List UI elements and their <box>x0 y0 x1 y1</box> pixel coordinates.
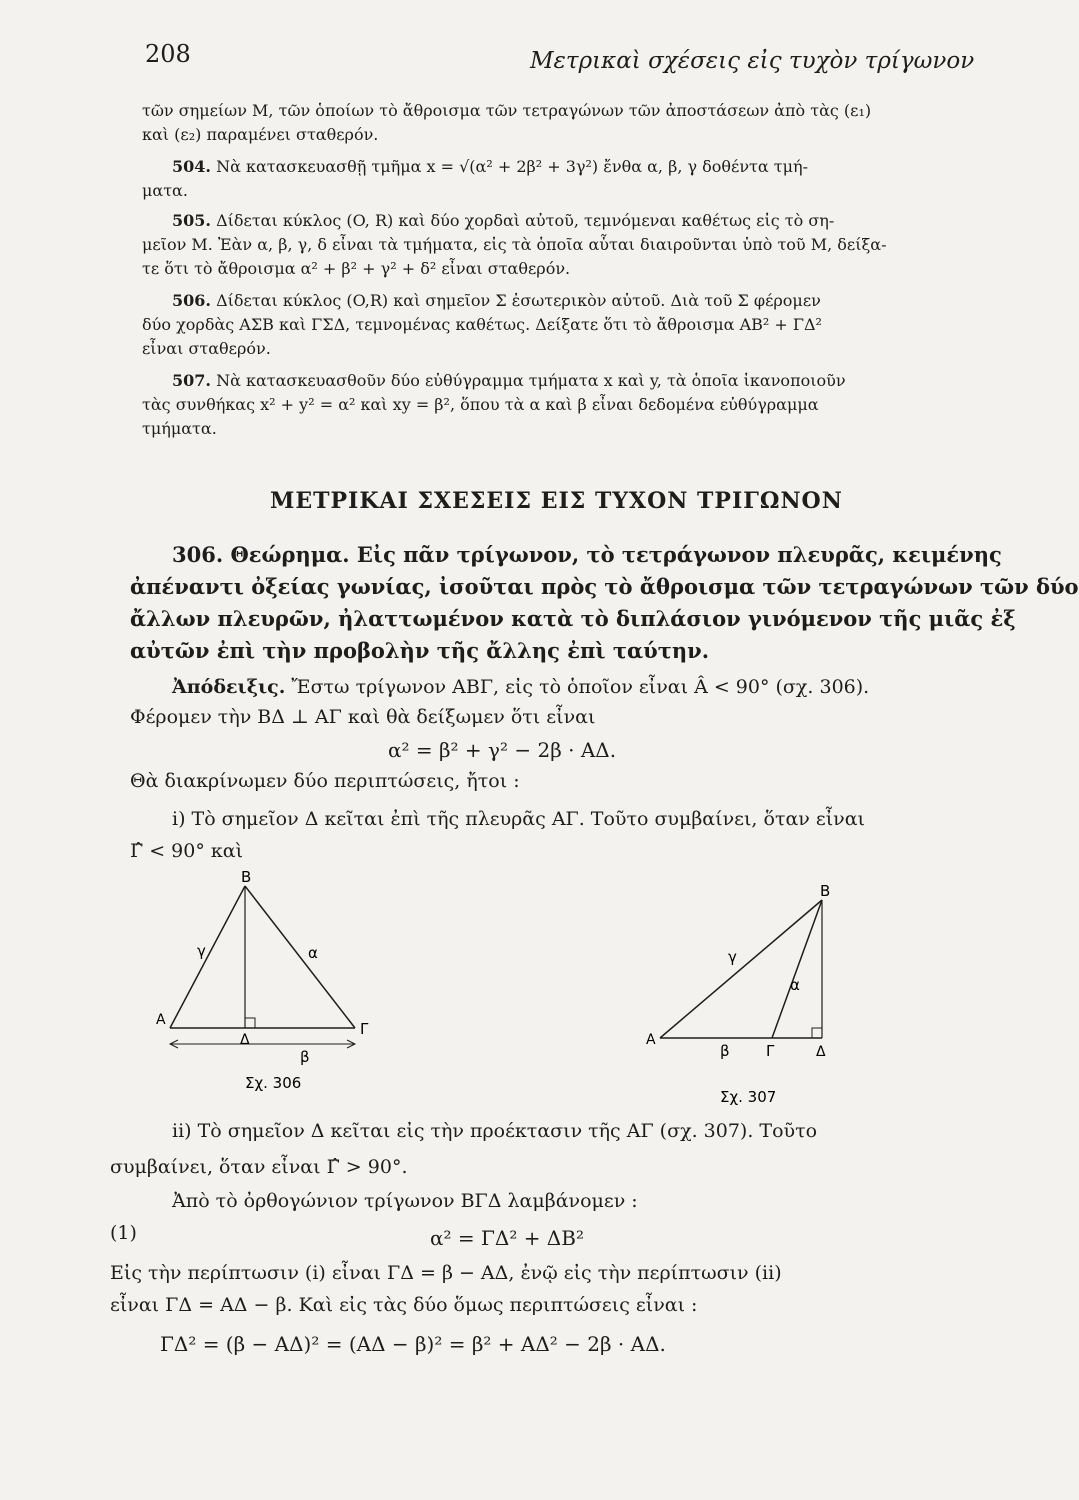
section-title: ΜΕΤΡΙΚΑΙ ΣΧΕΣΕΙΣ ΕΙΣ ΤΥΧΟΝ ΤΡΙΓΩΝΟΝ <box>270 488 843 514</box>
exercise-text: τὰς συνθήκας x² + y² = α² καὶ xy = β², ὅπου τὰ α καὶ β εἶναι δεδομένα εὐθύγραμμα <box>142 395 819 414</box>
side-ab <box>170 886 245 1028</box>
page-number: 208 <box>145 40 191 68</box>
case-2-text: συμβαίνει, ὅταν εἶναι Γ̂ > 90°. <box>110 1156 408 1178</box>
label-gamma: γ <box>197 942 206 960</box>
proof-text: Εἰς τὴν περίπτωσιν (i) εἶναι ΓΔ = β − ΑΔ, ἐνῷ εἰς τὴν περίπτωσιν (ii) <box>110 1262 782 1284</box>
exercise-number: 505. <box>172 211 211 230</box>
running-title: Μετρικαὶ σχέσεις εἰς τυχὸν τρίγωνον <box>530 48 975 74</box>
exercise-number: 507. <box>172 371 211 390</box>
proof-text: Φέρομεν τὴν ΒΔ ⊥ ΑΓ καὶ θὰ δείξωμεν ὅτι εἶναι <box>130 706 596 728</box>
final-equation: ΓΔ² = (β − ΑΔ)² = (ΑΔ − β)² = β² + ΑΔ² − 2β · ΑΔ. <box>160 1332 666 1356</box>
figure-306-caption: Σχ. 306 <box>245 1074 302 1092</box>
case-1-text: i) Τὸ σημεῖον Δ κεῖται ἐπὶ τῆς πλευρᾶς ΑΓ. Τοῦτο συμβαίνει, ὅταν εἶναι <box>172 808 865 830</box>
label-alpha: α <box>790 976 800 994</box>
label-a: A <box>156 1012 166 1028</box>
theorem-line: ἀπέναντι ὀξείας γωνίας, ἰσοῦται πρὸς τὸ ἄθροισμα τῶν τετραγώνων τῶν δύο <box>130 574 1079 599</box>
figure-307-caption: Σχ. 307 <box>720 1088 777 1106</box>
exercise-text: δύο χορδὰς ΑΣΒ καὶ ΓΣΔ, τεμνομένας καθέτως. Δείξατε ὅτι τὸ ἄθροισμα ΑΒ² + ΓΔ² <box>142 315 822 334</box>
label-b: B <box>820 882 831 900</box>
main-equation: α² = β² + γ² − 2β · ΑΔ. <box>388 738 617 762</box>
proof-label: Ἀπόδειξις. <box>172 676 286 698</box>
label-alpha: α <box>308 944 318 962</box>
exercise-507 <box>172 370 846 392</box>
label-a: A <box>646 1032 656 1048</box>
exercise-text: Νὰ κατασκευασθῇ τμῆμα x = √(α² + 2β² + 3γ²) ἔνθα α, β, γ δοθέντα τμή- <box>216 157 809 176</box>
label-b: B <box>241 868 252 886</box>
side-bg <box>245 886 355 1028</box>
equation-label: (1) <box>110 1222 137 1244</box>
proof-text: Ἔστω τρίγωνον ΑΒΓ, εἰς τὸ ὁποῖον εἶναι Â < 90° (σχ. 306). <box>291 676 870 698</box>
label-g: Γ <box>766 1042 775 1060</box>
theorem-line: αὐτῶν ἐπὶ τὴν προβολὴν τῆς ἄλλης ἐπὶ ταύτην. <box>130 638 710 663</box>
exercise-cont-line: καὶ (ε₂) παραμένει σταθερόν. <box>142 125 379 144</box>
case-2-text: ii) Τὸ σημεῖον Δ κεῖται εἰς τὴν προέκτασιν τῆς ΑΓ (σχ. 307). Τοῦτο <box>172 1120 818 1142</box>
figure-307-drawing <box>640 878 860 1110</box>
exercise-text: Δίδεται κύκλος (O, R) καὶ δύο χορδαὶ αὐτοῦ, τεμνόμεναι καθέτως εἰς τὸ ση- <box>216 211 835 230</box>
proof-text: Θὰ διακρίνωμεν δύο περιπτώσεις, ἤτοι : <box>130 770 520 792</box>
exercise-505 <box>172 210 834 232</box>
label-d: Δ <box>240 1032 250 1048</box>
exercise-text: μεῖον Μ. Ἐὰν α, β, γ, δ εἶναι τὰ τμήματα, εἰς τὰ ὁποῖα αὗται διαιροῦνται ὑπὸ τοῦ Μ, δείξα- <box>142 235 887 254</box>
exercise-text: εἶναι σταθερόν. <box>142 339 271 358</box>
figure-307 <box>640 878 860 1110</box>
equation-1: α² = ΓΔ² + ΔΒ² <box>430 1226 584 1250</box>
theorem-line: 306. Θεώρημα. Εἰς πᾶν τρίγωνον, τὸ τετράγωνον πλευρᾶς, κειμένης <box>172 542 1002 567</box>
exercise-text: ματα. <box>142 181 188 200</box>
right-angle-mark <box>245 1018 255 1028</box>
exercise-506 <box>172 290 821 312</box>
label-d: Δ <box>816 1044 826 1060</box>
case-1-text: Γ̂ < 90° καὶ <box>130 840 244 862</box>
proof-text: εἶναι ΓΔ = ΑΔ − β. Καὶ εἰς τὰς δύο ὅμως περιπτώσεις εἶναι : <box>110 1294 698 1316</box>
proof-text: Ἀπὸ τὸ ὀρθογώνιον τρίγωνον ΒΓΔ λαμβάνομεν : <box>172 1190 638 1212</box>
figure-306 <box>150 868 400 1098</box>
exercise-text: Δίδεται κύκλος (O,R) καὶ σημεῖον Σ ἐσωτερικὸν αὐτοῦ. Διὰ τοῦ Σ φέρομεν <box>216 291 821 310</box>
exercise-504 <box>172 156 808 178</box>
proof-first-line <box>172 676 869 698</box>
exercise-cont-line: τῶν σημείων Μ, τῶν ὁποίων τὸ ἄθροισμα τῶν τετραγώνων τῶν ἀποστάσεων ἀπὸ τὰς (ε₁) <box>142 101 872 120</box>
theorem-line: ἄλλων πλευρῶν, ἠλαττωμένον κατὰ τὸ διπλάσιον γινόμενον τῆς μιᾶς ἐξ <box>130 606 1016 631</box>
label-gamma: γ <box>728 948 737 966</box>
exercise-text: τε ὅτι τὸ ἄθροισμα α² + β² + γ² + δ² εἶναι σταθερόν. <box>142 259 571 278</box>
figure-306-drawing <box>150 868 400 1098</box>
exercise-number: 506. <box>172 291 211 310</box>
exercise-text: Νὰ κατασκευασθοῦν δύο εὐθύγραμμα τμήματα x καὶ y, τὰ ὁποῖα ἱκανοποιοῦν <box>216 371 846 390</box>
right-angle-mark <box>812 1028 822 1038</box>
label-beta: β <box>720 1042 730 1060</box>
label-beta: β <box>300 1048 310 1066</box>
exercise-text: τμήματα. <box>142 419 217 438</box>
exercise-number: 504. <box>172 157 211 176</box>
label-g: Γ <box>360 1020 369 1038</box>
